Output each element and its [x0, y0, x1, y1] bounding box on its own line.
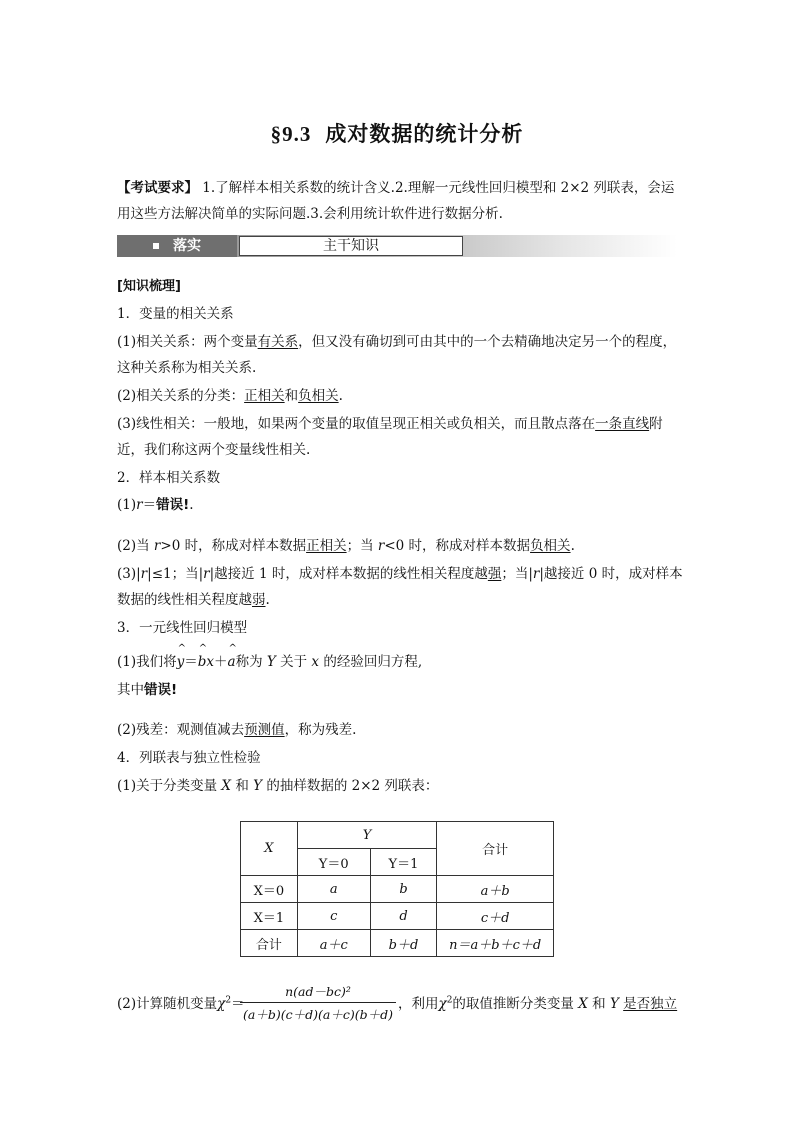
table-cell: b＋d: [370, 930, 437, 957]
table-cell: 合计: [241, 930, 298, 957]
table-header-y: Y: [297, 822, 437, 849]
s4-heading: 4．列联表与独立性检验: [117, 750, 261, 766]
table-cell: X＝0: [241, 876, 298, 903]
s3-p2: 其中错误!: [117, 682, 178, 698]
table-cell: c: [297, 903, 370, 930]
exam-requirement-line1: 【考试要求】 1.了解样本相关系数的统计含义.2.理解一元线性回归模型和 2×2 列联表，会运: [117, 180, 675, 196]
table-cell: X＝1: [241, 903, 298, 930]
table-row: [241, 876, 554, 903]
table-header-x: X: [241, 822, 298, 876]
contingency-table: [240, 821, 554, 957]
square-icon: [153, 243, 159, 249]
s1-p1-cont: 这种关系称为相关关系.: [117, 360, 257, 376]
table-header-total: 合计: [437, 822, 554, 876]
table-row: [241, 930, 554, 957]
s3-p1: (1)我们将 ^ y＝ ^ bx＋ ^ a称为 Y 关于 x 的经验回归方程,: [117, 643, 423, 670]
s2-p3-cont: 数据的线性相关程度越弱.: [117, 592, 270, 608]
table-cell: a＋c: [297, 930, 370, 957]
s3-p3: (2)残差：观测值减去预测值，称为残差.: [117, 722, 357, 738]
s3-heading: 3．一元线性回归模型: [117, 620, 248, 636]
table-header-y0: Y＝0: [297, 849, 370, 876]
s4-p2-lead: (2)计算随机变量$\chi^2=$: [117, 995, 245, 1012]
requirement-label: 【考试要求】: [117, 180, 198, 196]
table-cell: d: [370, 903, 437, 930]
table-row: [241, 822, 554, 849]
s4-p2-rest: ，利用$\chi^2$的取值推断分类变量 X 和 Y 是否独立: [398, 995, 678, 1012]
s1-p3: (3)线性相关：一般地，如果两个变量的取值呈现正相关或负相关，而且散点落在一条直线附: [117, 416, 663, 432]
banner-box: 主干知识: [239, 236, 463, 256]
s1-p1: (1)相关关系：两个变量有关系，但又没有确切到可由其中的一个去精确地决定另一个的程度，: [117, 334, 677, 350]
chi-square-formula: [240, 982, 396, 1023]
s2-heading: 2．样本相关系数: [117, 470, 221, 486]
error-text: 错误!: [144, 682, 178, 698]
formula-denominator: (a＋b)(c＋d)(a＋c)(b＋d): [243, 1007, 393, 1022]
table-cell: b: [370, 876, 437, 903]
table-header-y1: Y＝1: [370, 849, 437, 876]
s4-p1: (1)关于分类变量 X 和 Y 的抽样数据的 2×2 列联表：: [117, 778, 439, 794]
s2-p3: (3)|r|≤1；当|r|越接近 1 时，成对样本数据的线性相关程度越强；当|r|越接近 0 时，成对样本: [117, 566, 683, 582]
exam-requirement-line2: 用这些方法解决简单的实际问题.3.会利用统计软件进行数据分析.: [117, 206, 503, 222]
s2-p2: (2)当 r>0 时，称成对样本数据正相关；当 r<0 时，称成对样本数据负相关.: [117, 538, 575, 554]
table-cell: a: [297, 876, 370, 903]
s1-heading: 1．变量的相关关系: [117, 306, 234, 322]
formula-numerator: n(ad－bc)²: [240, 982, 396, 1003]
table-cell: a＋b: [437, 876, 554, 903]
table-cell: c＋d: [437, 903, 554, 930]
table-row: [241, 903, 554, 930]
page-title: §9.3 成对数据的统计分析: [270, 122, 524, 146]
s2-p1: (1)r＝错误!.: [117, 497, 194, 513]
knowledge-label: [知识梳理]: [117, 279, 181, 294]
table-cell: n＝a＋b＋c＋d: [437, 930, 554, 957]
error-text: 错误!: [156, 497, 190, 513]
s1-p3-cont: 近，我们称这两个变量线性相关.: [117, 442, 311, 458]
section-banner: [117, 235, 677, 257]
banner-tag: 落实: [117, 235, 237, 257]
s1-p2: (2)相关关系的分类：正相关和负相关.: [117, 388, 343, 404]
